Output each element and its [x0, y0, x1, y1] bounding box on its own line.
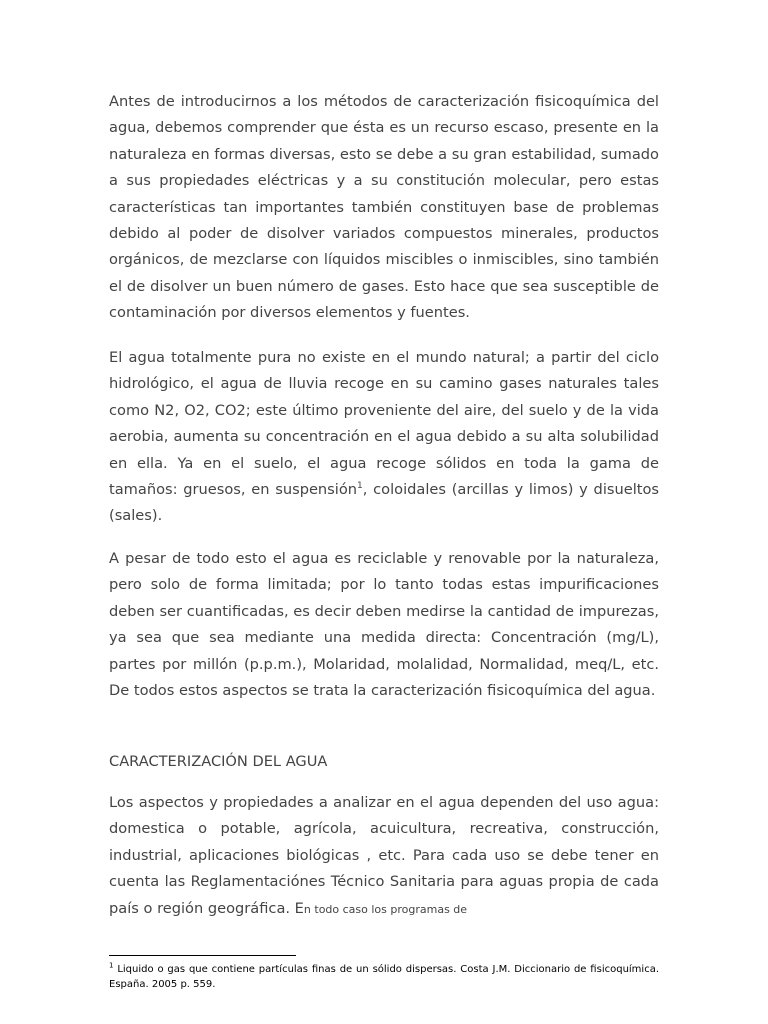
paragraph-recyclable: A pesar de todo esto el agua es reciclable y renovable por la naturaleza, pero solo de forma limitada; por lo tanto todas estas impurificaciones deben ser cuantificadas, es decir deben medirse la cantidad de impurezas, ya sea que sea mediante una medida directa: Concentración (mg/L), partes por millón (p.p.m.), Molaridad, molalidad, Normalidad, meq/L, etc. De todos estos aspectos se trata la caracterización fisicoquímica del agua.: [109, 550, 659, 700]
paragraph-pure-water-text: El agua totalmente pura no existe en el mundo natural; a partir del ciclo hidrológico, el agua de lluvia recoge en su camino gases naturales tales como N2, O2, CO2; este último proveniente del aire, del suelo y de la vida aerobia, aumenta su concentración en el agua debido a su alta solubilidad en ella. Ya en el suelo, el agua recoge sólidos en toda la gama de tamaños: gruesos, en suspensión: [109, 349, 659, 499]
footnote-text: Liquido o gas que contiene partículas finas de un sólido dispersas. Costa J.M. Diccionario de fisicoquímica. España. 2005 p. 559.: [109, 964, 660, 990]
paragraph-uses-small-text: n todo caso los programas de: [303, 902, 468, 916]
paragraph-uses: [109, 790, 659, 923]
paragraph-pure-water-text-end: , coloidales (arcillas y limos) y disueltos (sales).: [109, 481, 660, 525]
footnote-number: 1: [109, 961, 114, 970]
footnote-separator: [109, 955, 296, 956]
footnote-reference: 1: [357, 481, 363, 492]
section-heading: CARACTERIZACIÓN DEL AGUA: [109, 753, 328, 770]
paragraph-pure-water: [109, 345, 659, 530]
footnote: [109, 962, 659, 992]
paragraph-intro: Antes de introducirnos a los métodos de caracterización fisicoquímica del agua, debemos comprender que ésta es un recurso escaso, presente en la naturaleza en formas diversas, esto se debe a su gran estabilidad, sumado a sus propiedades eléctricas y a su constitución molecular, pero estas características tan importantes también constituyen base de problemas debido al poder de disolver variados compuestos minerales, productos orgánicos, de mezclarse con líquidos miscibles o inmiscibles, sino también el de disolver un buen número de gases. Esto hace que sea susceptible de contaminación por diversos elementos y fuentes.: [109, 93, 659, 322]
paragraph-uses-text: Los aspectos y propiedades a analizar en el agua dependen del uso agua: domestica o potable, agrícola, acuicultura, recreativa, construcción, industrial, aplicaciones biológicas , etc. Para cada uso se debe tener en cuenta las Reglamentaciónes Técnico Sanitaria para aguas propia de cada país o región geográfica. E: [109, 794, 659, 917]
